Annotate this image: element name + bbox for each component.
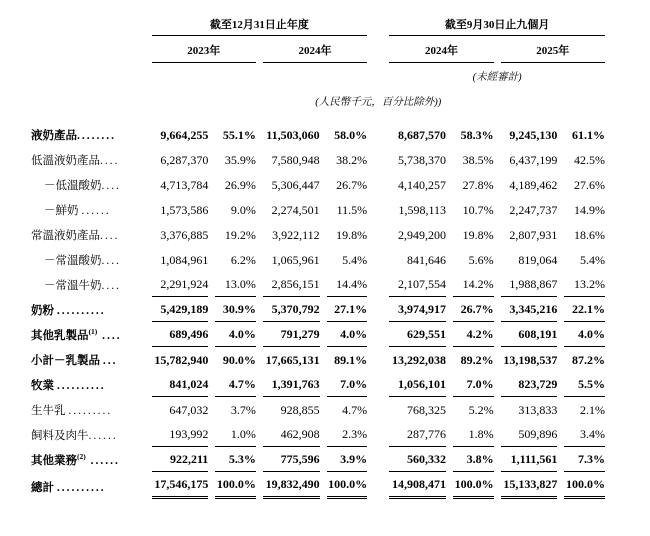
percent-cell: 100.0% — [564, 472, 605, 499]
column-gap — [374, 272, 382, 297]
dot-leader: .... — [100, 155, 120, 167]
dot-leader: ...... — [81, 205, 111, 217]
value-cell: 4,140,257 — [398, 178, 447, 192]
percent-cell: 9.0% — [230, 203, 256, 217]
header-spacer — [31, 36, 145, 63]
column-gap — [374, 347, 382, 372]
value-cell: 2,247,737 — [509, 203, 558, 217]
percent-cell: 19.8% — [462, 228, 494, 242]
percent-cell: 19.2% — [224, 228, 256, 242]
value-cell: 13,292,038 — [392, 353, 447, 367]
value-cell: 2,949,200 — [398, 228, 447, 242]
percent-cell: 26.7% — [336, 178, 368, 192]
percent-cell: 42.5% — [574, 153, 605, 167]
percent-cell: 26.7% — [453, 297, 494, 322]
percent-cell: 5.4% — [580, 253, 605, 267]
year-header-2024: 2024年 — [263, 36, 367, 63]
value-cell: 19,832,490 — [263, 472, 320, 499]
percent-cell: 1.0% — [215, 422, 256, 447]
dot-leader: .... — [100, 230, 120, 242]
table-row — [31, 322, 605, 347]
percent-cell: 30.9% — [215, 297, 256, 322]
table-row — [31, 197, 605, 222]
percent-cell: 5.5% — [564, 372, 605, 397]
value-cell: 4,189,462 — [509, 178, 558, 192]
value-cell: 2,107,554 — [389, 272, 446, 297]
percent-cell: 61.1% — [572, 128, 605, 142]
row-label — [31, 397, 145, 422]
table-row — [31, 147, 605, 172]
dot-leader: ...... — [88, 430, 118, 442]
percent-cell: 3.4% — [564, 422, 605, 447]
value-cell: 3,376,885 — [160, 228, 209, 242]
value-cell: 6,287,370 — [160, 153, 209, 167]
value-cell: 9,245,130 — [509, 128, 558, 142]
value-cell: 928,855 — [280, 403, 320, 417]
percent-cell: 5.3% — [215, 447, 256, 472]
column-gap — [374, 122, 382, 147]
dot-leader: .... — [101, 255, 121, 267]
value-cell: 1,573,586 — [160, 203, 209, 217]
table-row — [31, 347, 605, 372]
value-cell: 1,056,101 — [389, 372, 446, 397]
value-cell: 14,908,471 — [389, 472, 446, 499]
column-gap — [374, 222, 382, 247]
year-header-row — [31, 36, 605, 63]
dot-leader: ... — [102, 355, 118, 367]
row-label — [31, 147, 145, 172]
row-label-text: －常溫牛奶 — [44, 280, 102, 292]
header-spacer — [31, 63, 382, 85]
percent-cell: 5.4% — [342, 253, 368, 267]
unit-note-row — [31, 85, 605, 110]
value-cell: 823,729 — [501, 372, 558, 397]
value-cell: 3,974,917 — [389, 297, 446, 322]
dot-leader: ......... — [68, 405, 113, 417]
column-gap — [374, 397, 382, 422]
row-label — [31, 172, 145, 197]
dot-leader: .......... — [56, 380, 106, 392]
percent-cell: 4.7% — [342, 403, 368, 417]
row-label — [31, 247, 145, 272]
unaudited-note-row — [31, 63, 605, 85]
value-cell: 7,580,948 — [271, 153, 320, 167]
percent-cell: 4.2% — [453, 322, 494, 347]
unaudited-note: (未經審計) — [472, 72, 522, 83]
dot-leader: .......... — [56, 482, 106, 494]
table-row — [31, 447, 605, 472]
row-label — [31, 372, 145, 397]
row-label-text: 生牛乳 — [31, 405, 69, 417]
row-label-text: －鮮奶 — [44, 205, 82, 217]
percent-cell: 5.2% — [468, 403, 494, 417]
percent-cell: 6.2% — [230, 253, 256, 267]
row-label-text: 低溫液奶產品 — [31, 155, 100, 167]
value-cell: 841,646 — [407, 253, 447, 267]
revenue-breakdown-table — [24, 14, 612, 499]
percent-cell: 38.2% — [336, 153, 368, 167]
value-cell: 2,291,924 — [152, 272, 209, 297]
percent-cell: 11.5% — [336, 203, 368, 217]
footnote-reference: (1) — [88, 327, 98, 337]
table-header — [31, 14, 605, 110]
percent-cell: 100.0% — [327, 472, 368, 499]
column-gap — [374, 472, 382, 499]
dot-leader: .... — [101, 280, 121, 292]
column-gap — [374, 422, 382, 447]
row-label-text: －常溫酸奶 — [44, 255, 102, 267]
value-cell: 2,856,151 — [263, 272, 320, 297]
table-row — [31, 397, 605, 422]
percent-cell: 14.9% — [574, 203, 605, 217]
row-label — [31, 122, 145, 147]
table-row — [31, 122, 605, 147]
column-gap — [374, 372, 382, 397]
percent-cell: 58.3% — [460, 128, 494, 142]
percent-cell: 7.0% — [327, 372, 368, 397]
percent-cell: 26.9% — [224, 178, 256, 192]
percent-cell: 5.6% — [468, 253, 494, 267]
value-cell: 15,133,827 — [501, 472, 558, 499]
header-gap — [374, 36, 382, 63]
period-header-full-year: 截至12月31日止年度 — [152, 14, 368, 36]
row-label-text: 其他乳製品 — [31, 330, 89, 342]
column-gap — [374, 297, 382, 322]
percent-cell: 55.1% — [222, 128, 256, 142]
column-gap — [374, 247, 382, 272]
percent-cell: 2.1% — [580, 403, 605, 417]
table-row — [31, 297, 605, 322]
percent-cell: 7.0% — [453, 372, 494, 397]
value-cell: 2,807,931 — [509, 228, 558, 242]
percent-cell: 100.0% — [215, 472, 256, 499]
dot-leader: .... — [101, 180, 121, 192]
percent-cell: 27.1% — [327, 297, 368, 322]
row-label — [31, 447, 145, 472]
value-cell: 819,064 — [518, 253, 558, 267]
percent-cell: 13.2% — [564, 272, 605, 297]
table-row — [31, 247, 605, 272]
percent-cell: 89.1% — [334, 353, 368, 367]
percent-cell: 3.9% — [327, 447, 368, 472]
percent-cell: 7.3% — [564, 447, 605, 472]
value-cell: 15,782,940 — [154, 353, 209, 367]
table-row — [31, 172, 605, 197]
value-cell: 5,370,792 — [263, 297, 320, 322]
footnote-reference: (2) — [77, 452, 86, 462]
percent-cell: 4.0% — [327, 322, 368, 347]
value-cell: 287,776 — [389, 422, 446, 447]
row-label-text: 奶粉 — [31, 305, 57, 317]
percent-cell: 27.8% — [462, 178, 494, 192]
percent-cell: 89.2% — [460, 353, 494, 367]
percent-cell: 3.8% — [453, 447, 494, 472]
period-header-nine-months: 截至9月30日止九個月 — [389, 14, 605, 36]
value-cell: 13,198,537 — [503, 353, 558, 367]
table-row — [31, 472, 605, 499]
column-gap — [374, 172, 382, 197]
value-cell: 629,551 — [389, 322, 446, 347]
table-row — [31, 272, 605, 297]
percent-cell: 3.7% — [230, 403, 256, 417]
row-label-text: 牧業 — [31, 380, 57, 392]
value-cell: 462,908 — [263, 422, 320, 447]
value-cell: 193,992 — [152, 422, 209, 447]
value-cell: 2,274,501 — [271, 203, 320, 217]
row-label-text: 其他業務 — [31, 455, 77, 467]
percent-cell: 2.3% — [327, 422, 368, 447]
value-cell: 5,429,189 — [152, 297, 209, 322]
row-label-text: －低溫酸奶 — [44, 180, 102, 192]
value-cell: 17,665,131 — [265, 353, 320, 367]
value-cell: 5,738,370 — [398, 153, 447, 167]
percent-cell: 22.1% — [564, 297, 605, 322]
percent-cell: 58.0% — [334, 128, 368, 142]
row-label — [31, 222, 145, 247]
dot-leader: ........ — [77, 130, 116, 142]
row-label-text: 常溫液奶產品 — [31, 230, 100, 242]
value-cell: 608,191 — [501, 322, 558, 347]
value-cell: 313,833 — [518, 403, 558, 417]
row-label — [31, 347, 145, 372]
row-label — [31, 272, 145, 297]
financial-statement-page — [0, 14, 650, 536]
percent-cell: 4.0% — [564, 322, 605, 347]
year-header-2024-9m: 2024年 — [389, 36, 493, 63]
percent-cell: 14.2% — [453, 272, 494, 297]
percent-cell: 38.5% — [462, 153, 494, 167]
row-label-text: 液奶產品 — [31, 130, 77, 142]
table-row — [31, 372, 605, 397]
value-cell: 1,111,561 — [501, 447, 558, 472]
value-cell: 1,598,113 — [398, 203, 447, 217]
percent-cell: 90.0% — [222, 353, 256, 367]
percent-cell: 100.0% — [453, 472, 494, 499]
percent-cell: 35.9% — [224, 153, 256, 167]
year-header-2023: 2023年 — [152, 36, 256, 63]
value-cell: 841,024 — [152, 372, 209, 397]
column-gap — [374, 147, 382, 172]
value-cell: 1,391,763 — [263, 372, 320, 397]
value-cell: 922,211 — [152, 447, 209, 472]
percent-cell: 18.6% — [574, 228, 605, 242]
value-cell: 647,032 — [169, 403, 209, 417]
percent-cell: 4.7% — [215, 372, 256, 397]
spacer-row — [31, 110, 605, 122]
table-row — [31, 422, 605, 447]
column-gap — [374, 447, 382, 472]
value-cell: 1,084,961 — [160, 253, 209, 267]
dot-leader: ...... — [85, 455, 120, 467]
year-header-2025: 2025年 — [501, 36, 605, 63]
row-label-text: 飼料及肉牛 — [31, 430, 89, 442]
dot-leader: .......... — [56, 305, 106, 317]
value-cell: 775,596 — [263, 447, 320, 472]
value-cell: 791,279 — [263, 322, 320, 347]
value-cell: 1,988,867 — [501, 272, 558, 297]
row-label — [31, 472, 145, 499]
percent-cell: 10.7% — [462, 203, 494, 217]
percent-cell: 1.8% — [453, 422, 494, 447]
value-cell: 4,713,784 — [160, 178, 209, 192]
value-cell: 768,325 — [407, 403, 447, 417]
header-gap — [374, 14, 382, 36]
value-cell: 6,437,199 — [509, 153, 558, 167]
percent-cell: 19.8% — [336, 228, 368, 242]
column-gap — [374, 197, 382, 222]
value-cell: 3,345,216 — [501, 297, 558, 322]
header-spacer — [31, 85, 145, 110]
value-cell: 560,332 — [389, 447, 446, 472]
value-cell: 11,503,060 — [266, 128, 320, 142]
percent-cell: 87.2% — [572, 353, 605, 367]
row-label — [31, 422, 145, 447]
row-label — [31, 197, 145, 222]
row-label — [31, 297, 145, 322]
percent-cell: 14.4% — [327, 272, 368, 297]
row-label-text: 小計－乳製品 — [31, 355, 103, 367]
column-gap — [374, 322, 382, 347]
dot-leader: .... — [97, 330, 122, 342]
row-label — [31, 322, 145, 347]
header-spacer — [31, 14, 145, 36]
value-cell: 5,306,447 — [271, 178, 320, 192]
percent-cell: 13.0% — [215, 272, 256, 297]
table-body — [31, 110, 605, 499]
value-cell: 1,065,961 — [271, 253, 320, 267]
value-cell: 17,546,175 — [152, 472, 209, 499]
percent-cell: 4.0% — [215, 322, 256, 347]
percent-cell: 27.6% — [574, 178, 605, 192]
value-cell: 8,687,570 — [398, 128, 447, 142]
value-cell: 689,496 — [152, 322, 209, 347]
table-row — [31, 222, 605, 247]
value-cell: 9,664,255 — [160, 128, 209, 142]
value-cell: 509,896 — [501, 422, 558, 447]
period-header-row — [31, 14, 605, 36]
value-cell: 3,922,112 — [272, 228, 320, 242]
row-label-text: 總計 — [31, 482, 57, 494]
currency-unit-note: (人民幣千元，百分比除外)) — [315, 97, 442, 108]
